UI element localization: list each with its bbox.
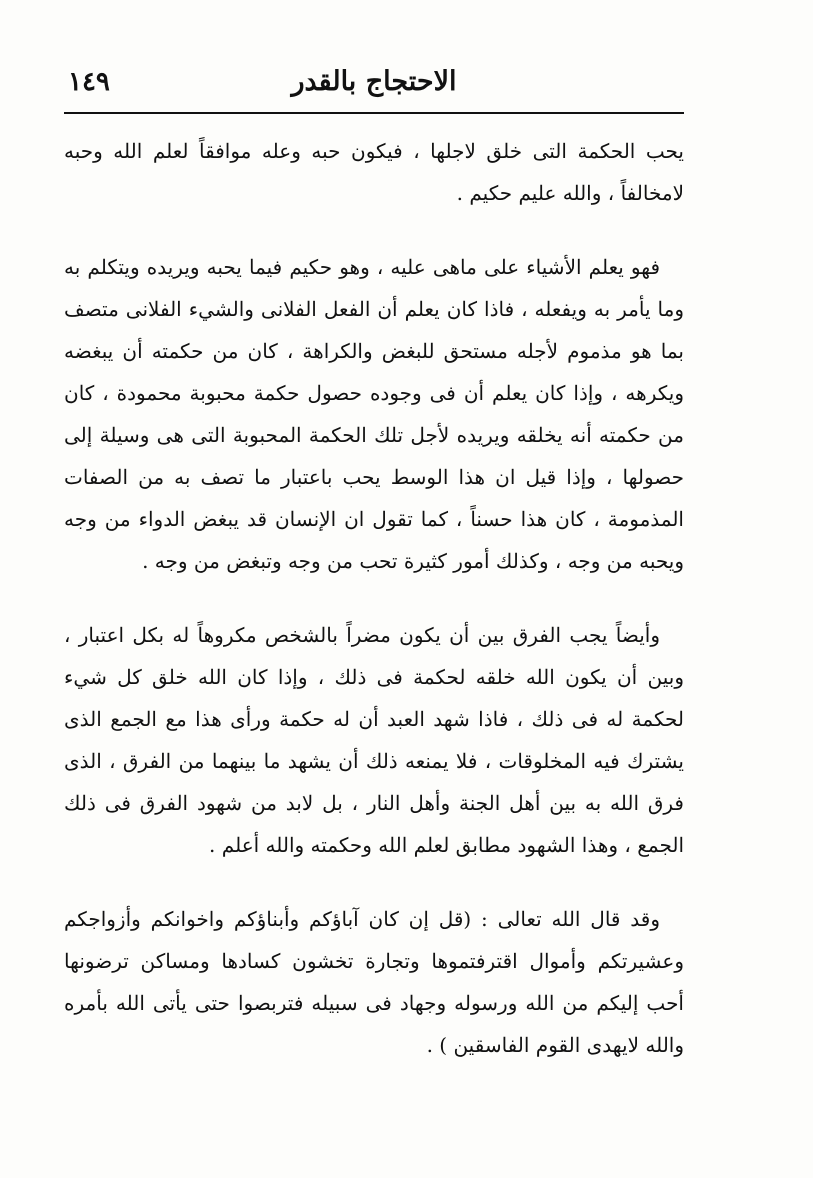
page-number: ١٤٩ [68, 67, 110, 97]
running-title: الاحتجاج بالقدر [291, 66, 457, 97]
header-rule [64, 112, 684, 114]
paragraph: وأيضاً يجب الفرق بين أن يكون مضراً بالشخص مكروهاً له بكل اعتبار ، وبين أن يكون الله خلقه لحكمة فى ذلك ، وإذا كان الله خلق كل شيء لحكمة له فى ذلك ، فاذا شهد العبد أن له حكمة ورأى هذا مع الجمع الذى يشترك فيه المخلوقات ، فلا يمنعه ذلك أن يشهد ما بينهما من الفرق ، الذى فرق الله به بين أهل الجنة وأهل النار ، بل لابد من شهود الفرق فى ذلك الجمع ، وهذا الشهود مطابق لعلم الله وحكمته والله أعلم . [64, 623, 684, 857]
paragraph: وقد قال الله تعالى : (قل إن كان آباؤكم وأبناؤكم واخوانكم وأزواجكم وعشيرتكم وأموال اقترفتموها وتجارة تخشون كسادها ومساكن ترضونها أحب إليكم من الله ورسوله وجهاد فى سبيله فتربصوا حتى يأتى الله بأمره والله لايهدى القوم الفاسقين ) . [64, 907, 684, 1057]
body-text [64, 130, 684, 1098]
paragraph: يحب الحكمة التى خلق لاجلها ، فيكون حبه وعله موافقاً لعلم الله وحبه لامخالفاً ، والله عليم حكيم . [64, 139, 684, 205]
page-header [64, 60, 684, 110]
paragraph: فهو يعلم الأشياء على ماهى عليه ، وهو حكيم فيما يحبه ويريده ويتكلم به وما يأمر به ويفعله ، فاذا كان يعلم أن الفعل الفلانى والشيء الفلانى متصف بما هو مذموم لأجله مستحق للبغض والكراهة ، كان من حكمته أن يبغضه ويكرهه ، وإذا كان يعلم أن فى وجوده حصول حكمة محبوبة محمودة ، كان من حكمته أنه يخلقه ويريده لأجل تلك الحكمة المحبوبة التى هى وسيلة إلى حصولها ، وإذا قيل ان هذا الوسط يحب باعتبار ما تصف به من الصفات المذمومة ، كان هذا حسناً ، كما تقول ان الإنسان قد يبغض الدواء من وجه ويحبه من وجه ، وكذلك أمور كثيرة تحب من وجه وتبغض من وجه . [64, 255, 685, 573]
